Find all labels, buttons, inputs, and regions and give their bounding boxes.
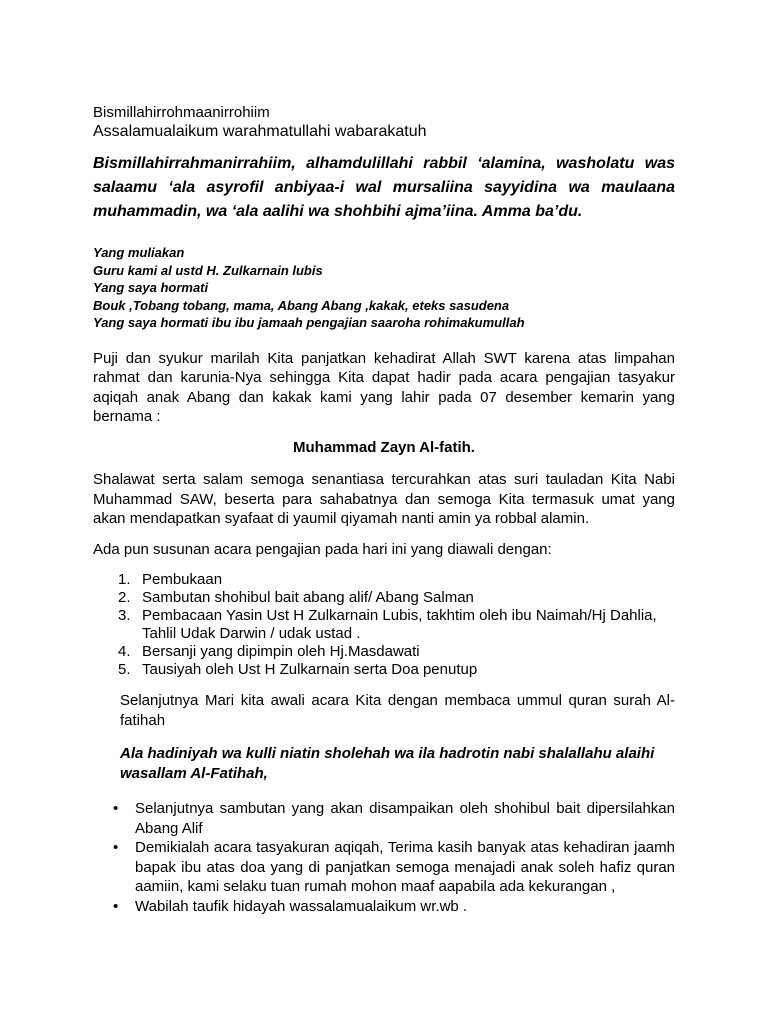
document-page bbox=[93, 104, 675, 916]
bullet-icon: • bbox=[113, 897, 119, 915]
greeting-line: Yang saya hormati bbox=[93, 280, 209, 295]
list-item-text: Selanjutnya sambutan yang akan disampaikan oleh shohibul bait dipersilahkan Abang Alif bbox=[135, 800, 675, 837]
list-item-text: Pembukaan bbox=[142, 571, 223, 588]
list-item bbox=[93, 661, 675, 679]
list-item-text: Pembacaan Yasin Ust H Zulkarnain Lubis, takhtim oleh ibu Naimah/Hj Dahlia, Tahlil Udak Darwin / udak ustad . bbox=[142, 607, 657, 642]
greetings-block bbox=[93, 244, 675, 332]
program-list bbox=[93, 571, 675, 679]
gratitude-paragraph: Puji dan syukur marilah Kita panjatkan kehadirat Allah SWT karena atas limpahan rahmat dan karunia-Nya sehingga Kita dapat hadir pada acara pengajian tasyakur aqiqah anak Abang dan kakak kami yang lahir pada 07 desember kemarin yang bernama : bbox=[93, 349, 675, 425]
list-item-text: Demikialah acara tasyakuran aqiqah, Terima kasih banyak atas kehadiran jaamh bapak ibu atas doa yang di panjatkan semoga menajadi anak soleh hafiz quran aamiin, kami selaku tuan rumah mohon maaf aapabila ada kekurangan , bbox=[135, 839, 675, 895]
list-item bbox=[93, 897, 675, 917]
greeting-line: Yang muliakan bbox=[93, 245, 185, 260]
shalawat-paragraph: Shalawat serta salam semoga senantiasa tercurahkan atas suri tauladan Kita Nabi Muhammad SAW, beserta para sahabatnya dan semoga Kita termasuk umat yang akan mendapatkan syafaat di yaumil qiyamah nanti amin ya robbal alamin. bbox=[93, 471, 675, 527]
closing-list bbox=[93, 799, 675, 916]
list-number: 4. bbox=[118, 643, 131, 660]
list-number: 1. bbox=[118, 571, 131, 588]
list-item bbox=[93, 589, 675, 607]
list-item bbox=[93, 838, 675, 897]
list-item-text: Tausiyah oleh Ust H Zulkarnain serta Doa penutup bbox=[142, 661, 478, 678]
fatihah-dedication: Ala hadiniyah wa kulli niatin sholehah wa ila hadrotin nabi shalallahu alaihi wasallam Al-Fatihah, bbox=[120, 745, 655, 782]
list-number: 5. bbox=[118, 661, 131, 678]
list-item bbox=[93, 799, 675, 838]
opening-prayer: Bismillahirrahmanirrahiim, alhamdulillahi rabbil ‘alamina, washolatu was salaamu ‘ala asyrofil anbiyaa-i wal mursaliina sayyidina wa maulaana muhammadin, wa ‘ala aalihi wa shohbihi ajma’iina. Amma ba’du. bbox=[93, 155, 675, 220]
list-item bbox=[93, 607, 675, 643]
list-item-text: Bersanji yang dipimpin oleh Hj.Masdawati bbox=[142, 643, 420, 660]
program-intro: Ada pun susunan acara pengajian pada hari ini yang diawali dengan: bbox=[93, 540, 552, 558]
list-item bbox=[93, 643, 675, 661]
greeting-line: Guru kami al ustd H. Zulkarnain lubis bbox=[93, 262, 323, 278]
list-number: 3. bbox=[118, 607, 131, 624]
basmalah-line: Bismillahirrohmaanirrohiim bbox=[93, 104, 270, 121]
list-item bbox=[93, 571, 675, 589]
fatihah-invitation: Selanjutnya Mari kita awali acara Kita dengan membaca ummul quran surah Al-fatihah bbox=[120, 692, 675, 729]
list-item-text: Wabilah taufik hidayah wassalamualaikum wr.wb . bbox=[135, 897, 468, 915]
bullet-icon: • bbox=[113, 839, 119, 856]
child-name: Muhammad Zayn Al-fatih. bbox=[293, 438, 475, 456]
bullet-icon: • bbox=[113, 800, 119, 817]
list-item-text: Sambutan shohibul bait abang alif/ Abang Salman bbox=[142, 589, 474, 606]
salam-line: Assalamualaikum warahmatullahi wabarakatuh bbox=[93, 123, 427, 140]
greeting-line: Bouk ,Tobang tobang, mama, Abang Abang ,kakak, eteks sasudena bbox=[93, 297, 510, 313]
greeting-line: Yang saya hormati ibu ibu jamaah pengajian saaroha rohimakumullah bbox=[93, 315, 525, 330]
list-number: 2. bbox=[118, 589, 131, 606]
